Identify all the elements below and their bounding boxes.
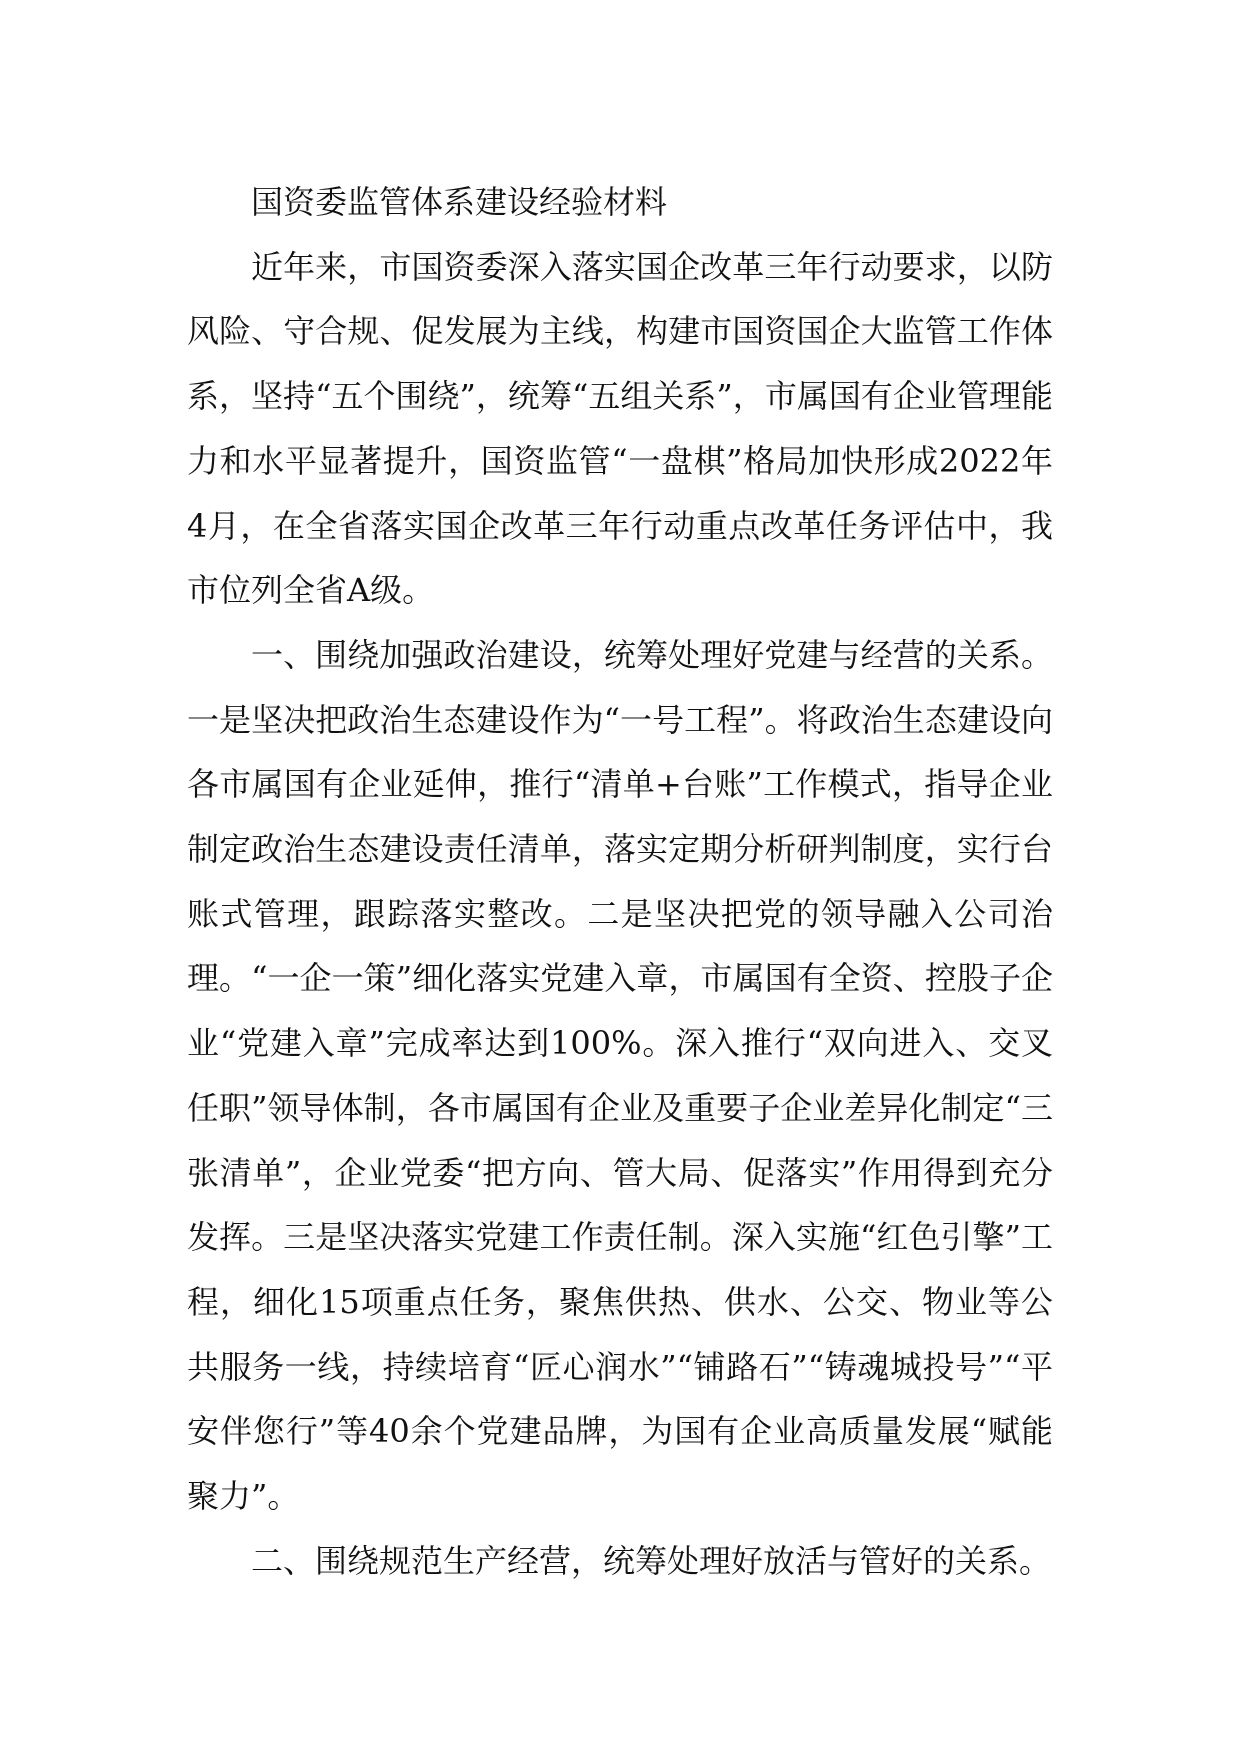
document-body xyxy=(187,170,1053,1593)
paragraph-section-2-heading: 二、围绕规范生产经营，统筹处理好放活与管好的关系。 xyxy=(251,1541,1052,1580)
paragraph-section-1: 一、围绕加强政治建设，统筹处理好党建与经营的关系。一是坚决把政治生态建设作为“一号工程”。将政治生态建设向各市属国有企业延伸，推行“清单+台账”工作模式，指导企业制定政治生态建设责任清单，落实定期分析研判制度，实行台账式管理，跟踪落实整改。二是坚决把党的领导融入公司治理。“一企一策”细化落实党建入章，市属国有全资、控股子企业“党建入章”完成率达到100%。深入推行“双向进入、交叉任职”领导体制，各市属国有企业及重要子企业差异化制定“三张清单”，企业党委“把方向、管大局、促落实”作用得到充分发挥。三是坚决落实党建工作责任制。深入实施“红色引擎”工程，细化15项重点任务，聚焦供热、供水、公交、物业等公共服务一线，持续培育“匠心润水”“铺路石”“铸魂城投号”“平安伴您行”等40余个党建品牌，为国有企业高质量发展“赋能聚力”。 xyxy=(187,635,1053,1516)
paragraph-intro: 近年来，市国资委深入落实国企改革三年行动要求，以防风险、守合规、促发展为主线，构建市国资国企大监管工作体系，坚持“五个围绕”，统筹“五组关系”，市属国有企业管理能力和水平显著提升，国资监管“一盘棋”格局加快形成2022年4月，在全省落实国企改革三年行动重点改革任务评估中，我市位列全省A级。 xyxy=(187,247,1053,610)
document-title: 国资委监管体系建设经验材料 xyxy=(251,183,668,221)
